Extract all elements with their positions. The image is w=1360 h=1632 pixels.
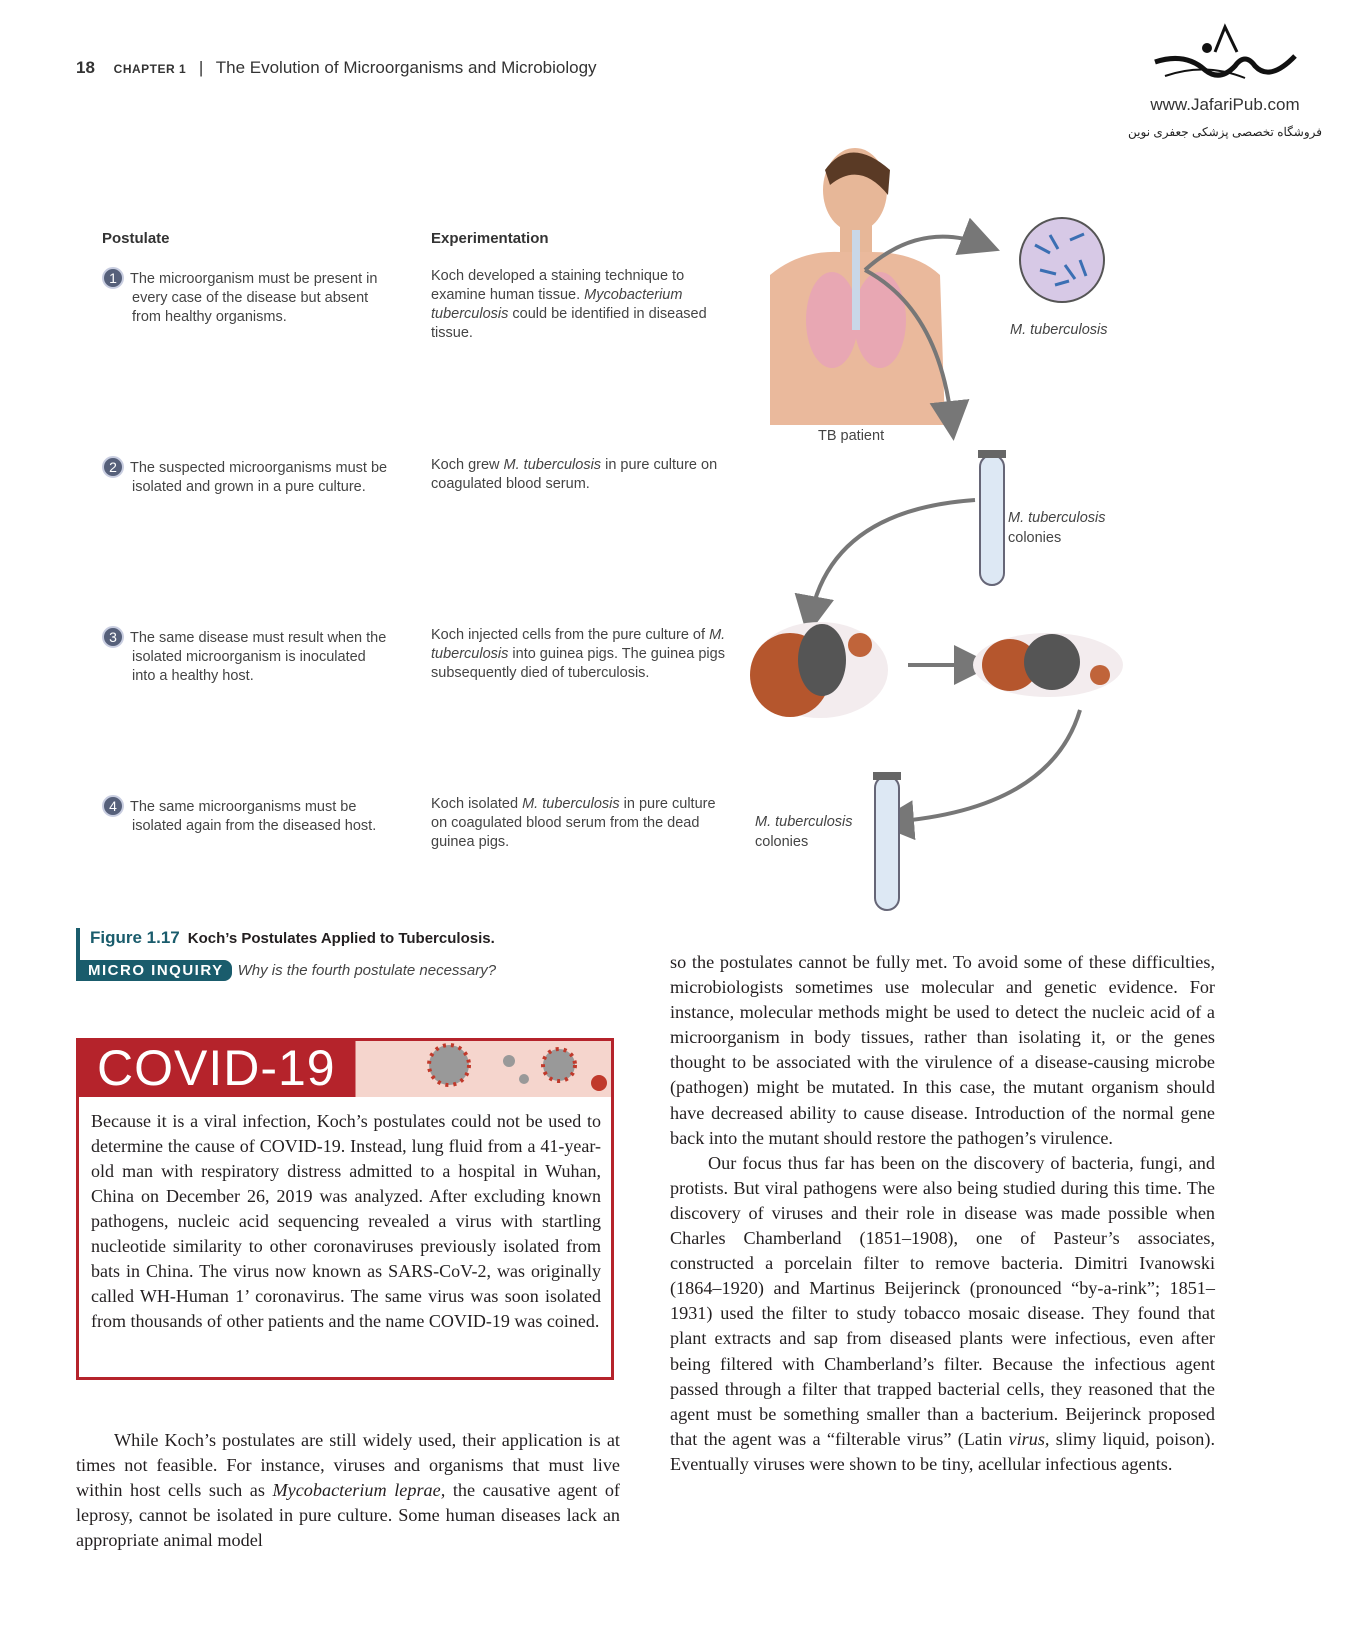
covid-title: COVID-19 <box>97 1040 336 1096</box>
watermark-tagline: فروشگاه تخصصی پزشکی جعفری نوین <box>1128 125 1322 139</box>
step-number: 4 <box>102 795 124 817</box>
postulate-2 <box>109 456 392 497</box>
experiment-2 <box>431 456 731 494</box>
watermark-url: www.JafariPub.com <box>1150 95 1300 114</box>
chapter-label: CHAPTER 1 <box>113 62 187 76</box>
exp-text: Koch isolated <box>431 796 523 812</box>
covid-text: Because it is a viral infection, Koch’s postulates could not be used to determine the cause of COVID-19. Instead, lung fluid from a 41-year-old man with respiratory distress admitted to a hospital in Wuhan, China on December 26, 2019 was analyzed. After excluding known pathogens, nucleic acid sequencing revealed a virus with startling nucleotide similarity to other coronaviruses previously isolated from bats in China. The virus now known as SARS-CoV-2, was originally called WH-Human 1’ coronavirus. The same virus was soon isolated from thousands of other patients and the name COVID-19 was coined. <box>91 1111 601 1331</box>
exp-text: in pure culture on coagulated blood serum from the dead guinea pigs. <box>431 796 716 850</box>
paragraph-1: so the postulates cannot be fully met. To avoid some of these difficulties, microbiologists sometimes use molecular and genetic evidence. For instance, molecular methods might be used to detect the nucleic acid of a microorganism in body tissues, rather than isolating it, or the genes thought to be associated with the virulence of a disease-causing microbe (pathogen) might be mutated. In this case, the mutant organism should have decreased ability to cause disease. Introduction of the normal gene back into the mutant should restore the pathogen’s virulence. <box>670 952 1215 1148</box>
body-right-column <box>670 950 1215 1477</box>
guinea-pig-dead-icon <box>973 633 1123 697</box>
micro-inquiry-tag: MICRO INQUIRY <box>76 960 232 981</box>
species-name: Mycobacterium leprae, <box>272 1480 446 1501</box>
paragraph-text: slimy liquid, poison). Eventually viruses were shown to be tiny, acellular infectious agents. <box>670 1428 1215 1474</box>
exp-species: Mycobacterium tuberculosis <box>431 287 683 322</box>
paragraph-text: Our focus thus far has been on the discovery of bacteria, fungi, and protists. But viral pathogens were also being studied during this time. The discovery of viruses and their role in disease was made possible when Charles Chamberland (1851–1908), one of Pasteur’s associates, constructed a porcelain filter to remove bacteria. Dimitri Ivanowski (1864–1920) and Martinus Beijerinck (pronounced “by-a-rink”; 1851–1931) used the filter to study tobacco mosaic disease. They found that plant extracts and sap from diseased plants were infectious, even after being filtered with Chamberland’s filter. Because the infectious agent passed through a filter that trapped bacterial cells, they reasoned that the agent must be something smaller than a bacterium. Beijerinck proposed that the agent was a “filterable virus” (Latin <box>670 1152 1215 1449</box>
step-number: 3 <box>102 626 124 648</box>
micrograph-icon <box>1020 218 1104 302</box>
step-number: 2 <box>102 456 124 478</box>
experiment-4 <box>431 795 731 852</box>
paragraph-text: While Koch’s postulates are still widely used, their application is at times not feasible. For instance, viruses and organisms that must live within host cells such as <box>76 1430 620 1501</box>
koch-illustration <box>740 140 1200 920</box>
postulate-3 <box>109 626 392 686</box>
paragraph-2 <box>670 1151 1215 1477</box>
label-species: M. tuberculosis <box>1008 510 1106 526</box>
exp-text: in pure culture on coagulated blood serum. <box>431 457 718 492</box>
exp-species: M. tuberculosis <box>522 796 620 812</box>
virus-icon <box>409 1043 609 1093</box>
paragraph-text: the causative agent of leprosy, cannot be isolated in pure culture. Some human diseases lack an appropriate animal model <box>76 1480 620 1551</box>
experiment-3 <box>431 626 731 683</box>
postulate-text: The same disease must result when the isolated microorganism is inoculated into a healthy host. <box>130 630 387 684</box>
running-header <box>76 58 597 78</box>
label-colonies-1 <box>1008 508 1106 548</box>
label-colonies: colonies <box>755 834 809 850</box>
figure-number: Figure 1.17 <box>90 928 180 947</box>
calligraphy-logo-icon <box>1145 22 1305 90</box>
postulate-1 <box>109 267 392 327</box>
header-separator: | <box>198 58 204 77</box>
postulate-4 <box>109 795 392 836</box>
exp-species: M. tuberculosis <box>431 627 726 662</box>
test-tube-icon <box>978 450 1006 585</box>
postulate-text: The suspected microorganisms must be isolated and grown in a pure culture. <box>130 460 388 495</box>
label-species: M. tuberculosis <box>1010 322 1108 338</box>
experimentation-heading: Experimentation <box>431 230 549 247</box>
exp-text: Koch injected cells from the pure culture of <box>431 627 710 643</box>
latin-term: virus, <box>1008 1428 1050 1449</box>
label-species: M. tuberculosis <box>755 814 853 830</box>
exp-text: Koch developed a staining technique to examine human tissue. <box>431 268 685 303</box>
micro-inquiry-question: Why is the fourth postulate necessary? <box>237 962 497 979</box>
covid-banner <box>79 1041 611 1097</box>
exp-text: could be identified in diseased tissue. <box>431 306 707 341</box>
body-left-column <box>76 1428 620 1553</box>
postulate-text: The same microorganisms must be isolated again from the diseased host. <box>130 799 377 834</box>
chapter-title: The Evolution of Microorganisms and Microbiology <box>215 58 597 77</box>
guinea-pig-healthy-icon <box>750 622 888 718</box>
tb-patient-figure <box>770 148 945 425</box>
page-number: 18 <box>76 58 95 77</box>
postulate-text: The microorganism must be present in every case of the disease but absent from healthy organisms. <box>130 271 378 325</box>
exp-text: into guinea pigs. The guinea pigs subsequently died of tuberculosis. <box>431 646 725 681</box>
step-number: 1 <box>102 267 124 289</box>
micro-inquiry <box>76 962 496 980</box>
exp-species: M. tuberculosis <box>503 457 602 473</box>
experiment-1 <box>431 267 731 343</box>
covid-box <box>76 1038 614 1380</box>
exp-text: Koch grew <box>431 457 504 473</box>
label-tb-patient: TB patient <box>818 428 885 444</box>
publisher-watermark <box>1110 22 1340 139</box>
figure-title: Koch’s Postulates Applied to Tuberculosis. <box>187 930 495 947</box>
label-micrograph <box>1010 320 1108 340</box>
label-colonies-2 <box>755 812 853 852</box>
label-colonies: colonies <box>1008 530 1062 546</box>
postulate-heading: Postulate <box>102 230 170 247</box>
test-tube-icon <box>873 772 901 910</box>
